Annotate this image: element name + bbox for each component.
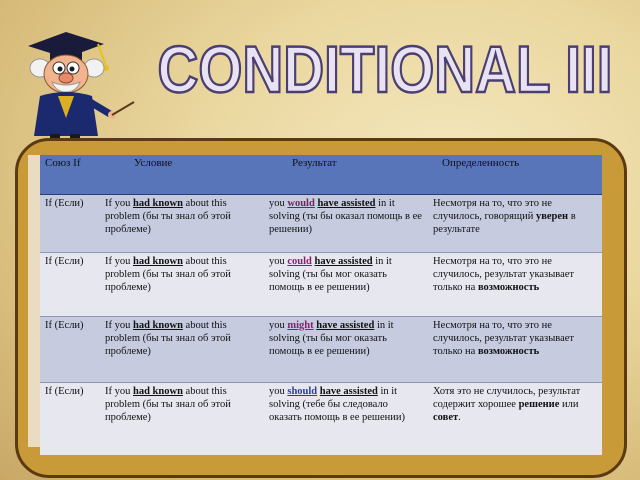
past-perfect-verb: had known [133, 386, 183, 397]
conjunction-cell: If (Если) [40, 195, 100, 253]
perfect-infinitive: have assisted [316, 320, 375, 331]
past-perfect-verb: had known [133, 198, 183, 209]
header-condition: Условие [100, 155, 264, 195]
modal-verb: might [287, 320, 314, 331]
certainty-keyword: решение [518, 399, 560, 410]
certainty-cell: Несмотря на то, что это не случилось, говорящий уверен в результате [428, 195, 602, 253]
table-header-row [40, 155, 602, 195]
conjunction-cell: If (Если) [40, 383, 100, 455]
result-cell: you could have assisted in it solving (ты бы мог оказать помощь в ее решении) [264, 253, 428, 317]
conditional-table [40, 155, 602, 455]
certainty-cell: Несмотря на то, что это не случилось, результат указывает только на возможность [428, 253, 602, 317]
perfect-infinitive: have assisted [317, 198, 376, 209]
table-row [40, 383, 602, 455]
professor-with-pointer-icon [18, 18, 136, 146]
modal-verb: should [287, 386, 318, 397]
header-conjunction: Союз If [40, 155, 100, 195]
certainty-keyword-2: совет [433, 412, 459, 423]
table-row [40, 253, 602, 317]
header-certainty: Определенность [428, 155, 602, 195]
condition-cell: If you had known about this problem (бы ты знал об этой проблеме) [100, 317, 264, 383]
condition-cell: If you had known about this problem (бы ты знал об этой проблеме) [100, 253, 264, 317]
table-row [40, 195, 602, 253]
title-text: CONDITIONAL III [157, 32, 613, 106]
past-perfect-verb: had known [133, 256, 183, 267]
modal-verb: could [287, 256, 312, 267]
certainty-keyword: возможность [477, 346, 540, 357]
condition-cell: If you had known about this problem (бы ты знал об этой проблеме) [100, 383, 264, 455]
conjunction-cell: If (Если) [40, 317, 100, 383]
modal-verb: would [287, 198, 315, 209]
certainty-keyword: возможность [477, 282, 540, 293]
table-row [40, 317, 602, 383]
slide-title [150, 22, 620, 114]
conjunction-cell: If (Если) [40, 253, 100, 317]
certainty-cell: Несмотря на то, что это не случилось, результат указывает только на возможность [428, 317, 602, 383]
header-result: Результат [264, 155, 428, 195]
condition-cell: If you had known about this problem (бы ты знал об этой проблеме) [100, 195, 264, 253]
result-cell: you might have assisted in it solving (ты бы мог оказать помощь в ее решении) [264, 317, 428, 383]
perfect-infinitive: have assisted [319, 386, 378, 397]
result-cell: you should have assisted in it solving (тебе бы следовало оказать помощь в ее решении) [264, 383, 428, 455]
perfect-infinitive: have assisted [314, 256, 373, 267]
past-perfect-verb: had known [133, 320, 183, 331]
result-cell: you would have assisted in it solving (ты бы оказал помощь в ее решении) [264, 195, 428, 253]
certainty-cell: Хотя это не случилось, результат содержит хорошее решение или совет. [428, 383, 602, 455]
certainty-keyword: уверен [535, 211, 569, 222]
